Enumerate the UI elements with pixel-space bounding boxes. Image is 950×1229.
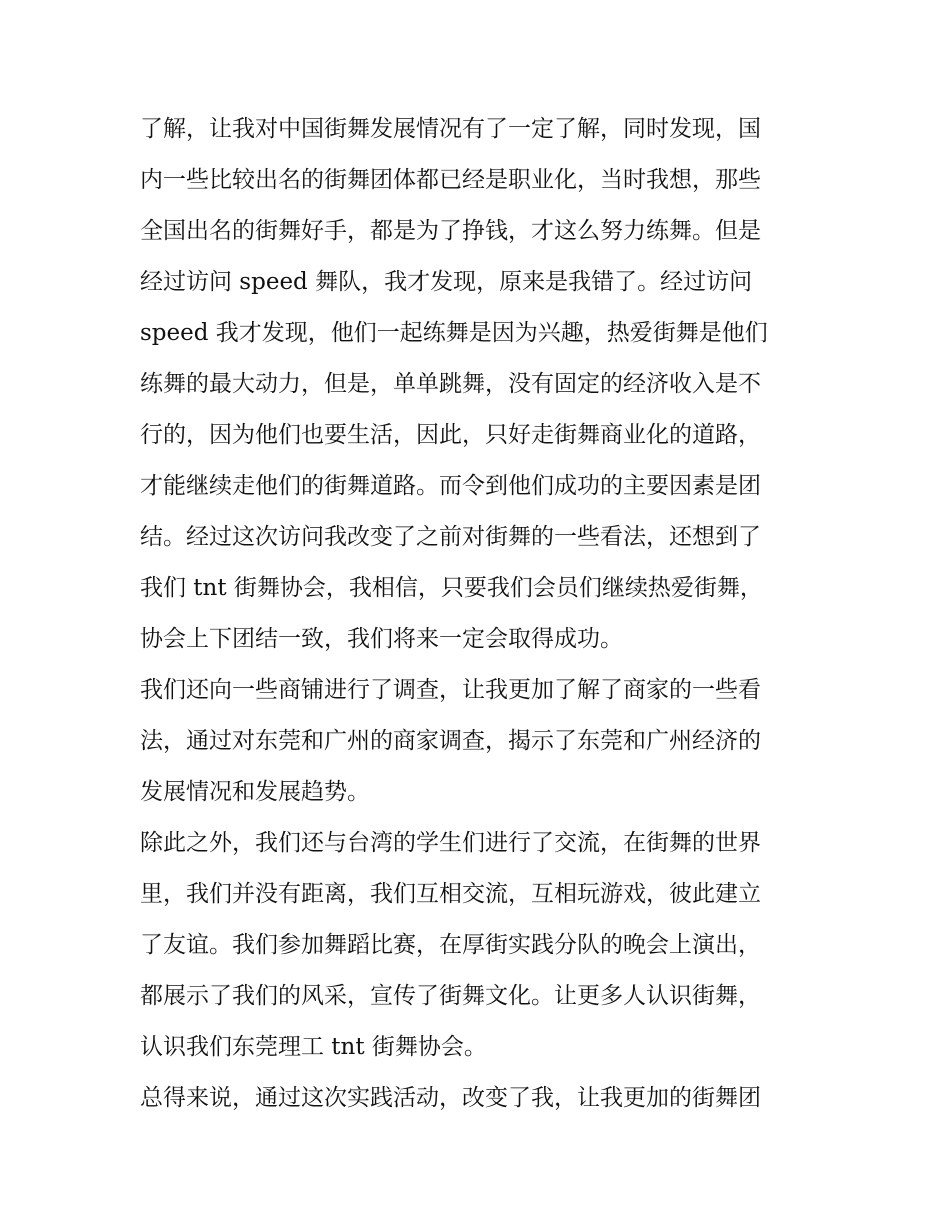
text-line: 都展示了我们的风采，宣传了街舞文化。让更多人认识街舞， <box>140 983 761 1009</box>
text-line: 认识我们东莞理工 tnt 街舞协会。 <box>140 1034 487 1060</box>
text-line: 行的，因为他们也要生活，因此，只好走街舞商业化的道路， <box>140 422 761 448</box>
text-line: 除此之外，我们还与台湾的学生们进行了交流，在街舞的世界 <box>140 830 761 856</box>
text-line: 了友谊。我们参加舞蹈比赛，在厚街实践分队的晚会上演出， <box>140 932 761 958</box>
text-line: 协会上下团结一致，我们将来一定会取得成功。 <box>140 626 623 652</box>
text-line: 经过访问 speed 舞队，我才发现，原来是我错了。经过访问 <box>140 269 753 295</box>
text-line: 我们还向一些商铺进行了调查，让我更加了解了商家的一些看 <box>140 677 761 703</box>
text-line: 总得来说，通过这次实践活动，改变了我，让我更加的街舞团 <box>140 1085 761 1111</box>
text-line: 结。经过这次访问我改变了之前对街舞的一些看法，还想到了 <box>140 524 761 550</box>
text-line: 里，我们并没有距离，我们互相交流，互相玩游戏，彼此建立 <box>140 881 761 907</box>
text-line: 全国出名的街舞好手，都是为了挣钱，才这么努力练舞。但是 <box>140 218 761 244</box>
text-line: 发展情况和发展趋势。 <box>140 779 370 805</box>
text-line: speed 我才发现，他们一起练舞是因为兴趣，热爱街舞是他们 <box>140 320 768 346</box>
text-line: 内一些比较出名的街舞团体都已经是职业化，当时我想，那些 <box>140 167 761 193</box>
text-line: 练舞的最大动力，但是，单单跳舞，没有固定的经济收入是不 <box>140 371 761 397</box>
text-line: 法，通过对东莞和广州的商家调查，揭示了东莞和广州经济的 <box>140 728 761 754</box>
document-body <box>140 104 812 1124</box>
text-line: 我们 tnt 街舞协会，我相信，只要我们会员们继续热爱街舞， <box>140 575 763 601</box>
text-line: 了解，让我对中国街舞发展情况有了一定了解，同时发现，国 <box>140 116 761 142</box>
text-line: 才能继续走他们的街舞道路。而令到他们成功的主要因素是团 <box>140 473 761 499</box>
